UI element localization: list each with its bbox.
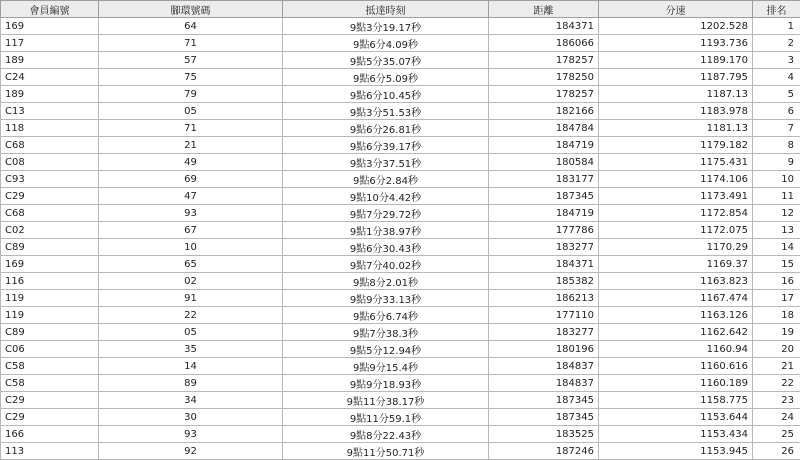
ring-number-cell: 02 — [99, 273, 283, 290]
table-body — [1, 18, 800, 460]
table-row[interactable] — [1, 324, 800, 341]
ring-number-cell: 71 — [99, 35, 283, 52]
member-id-cell: 119 — [1, 290, 99, 307]
rank-cell: 6 — [753, 103, 800, 120]
table-row[interactable] — [1, 358, 800, 375]
distance-cell: 184837 — [489, 358, 599, 375]
rank-cell: 14 — [753, 239, 800, 256]
table-row[interactable] — [1, 290, 800, 307]
arrival-time-cell: 9點6分30.43秒 — [283, 239, 489, 256]
ring-number-cell: 34 — [99, 392, 283, 409]
rank-cell: 7 — [753, 120, 800, 137]
rank-cell: 25 — [753, 426, 800, 443]
member-id-cell: C24 — [1, 69, 99, 86]
table-row[interactable] — [1, 409, 800, 426]
column-header-member-id[interactable]: 會員編號 — [1, 1, 99, 18]
distance-cell: 184784 — [489, 120, 599, 137]
table-row[interactable] — [1, 341, 800, 358]
distance-cell: 182166 — [489, 103, 599, 120]
distance-cell: 186213 — [489, 290, 599, 307]
distance-cell: 180196 — [489, 341, 599, 358]
ring-number-cell: 79 — [99, 86, 283, 103]
speed-cell: 1187.795 — [599, 69, 753, 86]
arrival-time-cell: 9點8分22.43秒 — [283, 426, 489, 443]
arrival-time-cell: 9點7分29.72秒 — [283, 205, 489, 222]
table-row[interactable] — [1, 137, 800, 154]
speed-cell: 1174.106 — [599, 171, 753, 188]
speed-cell: 1183.978 — [599, 103, 753, 120]
rank-cell: 19 — [753, 324, 800, 341]
ring-number-cell: 65 — [99, 256, 283, 273]
ring-number-cell: 05 — [99, 103, 283, 120]
arrival-time-cell: 9點5分35.07秒 — [283, 52, 489, 69]
speed-cell: 1158.775 — [599, 392, 753, 409]
table-row[interactable] — [1, 443, 800, 460]
distance-cell: 184719 — [489, 137, 599, 154]
table-row[interactable] — [1, 103, 800, 120]
table-row[interactable] — [1, 256, 800, 273]
member-id-cell: C06 — [1, 341, 99, 358]
ring-number-cell: 30 — [99, 409, 283, 426]
rank-cell: 1 — [753, 18, 800, 35]
speed-cell: 1187.13 — [599, 86, 753, 103]
arrival-time-cell: 9點11分38.17秒 — [283, 392, 489, 409]
ring-number-cell: 67 — [99, 222, 283, 239]
rank-cell: 26 — [753, 443, 800, 460]
ring-number-cell: 93 — [99, 205, 283, 222]
table-row[interactable] — [1, 86, 800, 103]
rank-cell: 11 — [753, 188, 800, 205]
table-row[interactable] — [1, 154, 800, 171]
member-id-cell: 118 — [1, 120, 99, 137]
speed-cell: 1162.642 — [599, 324, 753, 341]
speed-cell: 1160.94 — [599, 341, 753, 358]
ring-number-cell: 21 — [99, 137, 283, 154]
distance-cell: 177786 — [489, 222, 599, 239]
member-id-cell: 117 — [1, 35, 99, 52]
member-id-cell: 169 — [1, 18, 99, 35]
ring-number-cell: 91 — [99, 290, 283, 307]
rank-cell: 23 — [753, 392, 800, 409]
arrival-time-cell: 9點1分38.97秒 — [283, 222, 489, 239]
arrival-time-cell: 9點3分37.51秒 — [283, 154, 489, 171]
speed-cell: 1160.616 — [599, 358, 753, 375]
table-row[interactable] — [1, 35, 800, 52]
arrival-time-cell: 9點11分50.71秒 — [283, 443, 489, 460]
distance-cell: 185382 — [489, 273, 599, 290]
member-id-cell: C13 — [1, 103, 99, 120]
distance-cell: 187345 — [489, 188, 599, 205]
rank-cell: 16 — [753, 273, 800, 290]
arrival-time-cell: 9點5分12.94秒 — [283, 341, 489, 358]
rank-cell: 22 — [753, 375, 800, 392]
ring-number-cell: 69 — [99, 171, 283, 188]
speed-cell: 1175.431 — [599, 154, 753, 171]
arrival-time-cell: 9點6分39.17秒 — [283, 137, 489, 154]
distance-cell: 187345 — [489, 392, 599, 409]
arrival-time-cell: 9點6分4.09秒 — [283, 35, 489, 52]
speed-cell: 1153.434 — [599, 426, 753, 443]
distance-cell: 184371 — [489, 18, 599, 35]
ring-number-cell: 22 — [99, 307, 283, 324]
member-id-cell: C68 — [1, 137, 99, 154]
speed-cell: 1153.945 — [599, 443, 753, 460]
distance-cell: 180584 — [489, 154, 599, 171]
member-id-cell: C29 — [1, 409, 99, 426]
ring-number-cell: 49 — [99, 154, 283, 171]
speed-cell: 1153.644 — [599, 409, 753, 426]
rank-cell: 2 — [753, 35, 800, 52]
ring-number-cell: 47 — [99, 188, 283, 205]
rank-cell: 5 — [753, 86, 800, 103]
ring-number-cell: 92 — [99, 443, 283, 460]
speed-cell: 1181.13 — [599, 120, 753, 137]
member-id-cell: 169 — [1, 256, 99, 273]
member-id-cell: C93 — [1, 171, 99, 188]
table-row[interactable] — [1, 375, 800, 392]
rank-cell: 24 — [753, 409, 800, 426]
member-id-cell: C29 — [1, 188, 99, 205]
member-id-cell: 166 — [1, 426, 99, 443]
table-row[interactable] — [1, 426, 800, 443]
distance-cell: 187246 — [489, 443, 599, 460]
distance-cell: 177110 — [489, 307, 599, 324]
table-row[interactable] — [1, 307, 800, 324]
table-row[interactable] — [1, 392, 800, 409]
distance-cell: 187345 — [489, 409, 599, 426]
table-row[interactable] — [1, 239, 800, 256]
table-row[interactable] — [1, 120, 800, 137]
speed-cell: 1163.823 — [599, 273, 753, 290]
distance-cell: 184837 — [489, 375, 599, 392]
ring-number-cell: 89 — [99, 375, 283, 392]
ring-number-cell: 35 — [99, 341, 283, 358]
rank-cell: 15 — [753, 256, 800, 273]
speed-cell: 1179.182 — [599, 137, 753, 154]
table-row[interactable] — [1, 69, 800, 86]
ring-number-cell: 71 — [99, 120, 283, 137]
distance-cell: 186066 — [489, 35, 599, 52]
arrival-time-cell: 9點7分40.02秒 — [283, 256, 489, 273]
arrival-time-cell: 9點9分15.4秒 — [283, 358, 489, 375]
speed-cell: 1163.126 — [599, 307, 753, 324]
speed-cell: 1173.491 — [599, 188, 753, 205]
ring-number-cell: 64 — [99, 18, 283, 35]
arrival-time-cell: 9點6分6.74秒 — [283, 307, 489, 324]
member-id-cell: C02 — [1, 222, 99, 239]
arrival-time-cell: 9點6分10.45秒 — [283, 86, 489, 103]
arrival-time-cell: 9點6分5.09秒 — [283, 69, 489, 86]
rank-cell: 10 — [753, 171, 800, 188]
distance-cell: 183177 — [489, 171, 599, 188]
speed-cell: 1172.854 — [599, 205, 753, 222]
member-id-cell: 189 — [1, 52, 99, 69]
distance-cell: 178257 — [489, 52, 599, 69]
column-header-speed[interactable]: 分速 — [599, 1, 753, 18]
member-id-cell: 116 — [1, 273, 99, 290]
column-header-rank[interactable]: 排名 — [753, 1, 800, 18]
rank-cell: 20 — [753, 341, 800, 358]
arrival-time-cell: 9點7分38.3秒 — [283, 324, 489, 341]
table-row[interactable] — [1, 205, 800, 222]
speed-cell: 1172.075 — [599, 222, 753, 239]
rank-cell: 4 — [753, 69, 800, 86]
member-id-cell: C89 — [1, 239, 99, 256]
ring-number-cell: 14 — [99, 358, 283, 375]
arrival-time-cell: 9點9分33.13秒 — [283, 290, 489, 307]
speed-cell: 1160.189 — [599, 375, 753, 392]
speed-cell: 1169.37 — [599, 256, 753, 273]
speed-cell: 1193.736 — [599, 35, 753, 52]
ring-number-cell: 57 — [99, 52, 283, 69]
speed-cell: 1189.170 — [599, 52, 753, 69]
table-row[interactable] — [1, 171, 800, 188]
member-id-cell: C89 — [1, 324, 99, 341]
distance-cell: 183525 — [489, 426, 599, 443]
arrival-time-cell: 9點3分19.17秒 — [283, 18, 489, 35]
table-row[interactable] — [1, 18, 800, 35]
ring-number-cell: 93 — [99, 426, 283, 443]
rank-cell: 3 — [753, 52, 800, 69]
arrival-time-cell: 9點3分51.53秒 — [283, 103, 489, 120]
rank-cell: 21 — [753, 358, 800, 375]
member-id-cell: 189 — [1, 86, 99, 103]
table-row[interactable] — [1, 188, 800, 205]
rank-cell: 17 — [753, 290, 800, 307]
member-id-cell: 119 — [1, 307, 99, 324]
rank-cell: 12 — [753, 205, 800, 222]
rank-cell: 9 — [753, 154, 800, 171]
speed-cell: 1167.474 — [599, 290, 753, 307]
member-id-cell: C68 — [1, 205, 99, 222]
distance-cell: 178250 — [489, 69, 599, 86]
column-header-ring-number[interactable]: 腳環號碼 — [99, 1, 283, 18]
rank-cell: 13 — [753, 222, 800, 239]
arrival-time-cell: 9點6分26.81秒 — [283, 120, 489, 137]
column-header-distance[interactable]: 距離 — [489, 1, 599, 18]
distance-cell: 184719 — [489, 205, 599, 222]
header-row — [1, 1, 800, 18]
member-id-cell: C08 — [1, 154, 99, 171]
distance-cell: 178257 — [489, 86, 599, 103]
distance-cell: 183277 — [489, 239, 599, 256]
member-id-cell: 113 — [1, 443, 99, 460]
table-row[interactable] — [1, 52, 800, 69]
speed-cell: 1202.528 — [599, 18, 753, 35]
arrival-time-cell: 9點11分59.1秒 — [283, 409, 489, 426]
member-id-cell: C58 — [1, 358, 99, 375]
arrival-time-cell: 9點9分18.93秒 — [283, 375, 489, 392]
member-id-cell: C58 — [1, 375, 99, 392]
table-row[interactable] — [1, 222, 800, 239]
rank-cell: 8 — [753, 137, 800, 154]
distance-cell: 184371 — [489, 256, 599, 273]
column-header-arrival-time[interactable]: 抵達時刻 — [283, 1, 489, 18]
rank-cell: 18 — [753, 307, 800, 324]
arrival-time-cell: 9點6分2.84秒 — [283, 171, 489, 188]
speed-cell: 1170.29 — [599, 239, 753, 256]
member-id-cell: C29 — [1, 392, 99, 409]
table-row[interactable] — [1, 273, 800, 290]
arrival-time-cell: 9點10分4.42秒 — [283, 188, 489, 205]
arrival-time-cell: 9點8分2.01秒 — [283, 273, 489, 290]
ring-number-cell: 75 — [99, 69, 283, 86]
ring-number-cell: 10 — [99, 239, 283, 256]
ring-number-cell: 05 — [99, 324, 283, 341]
distance-cell: 183277 — [489, 324, 599, 341]
